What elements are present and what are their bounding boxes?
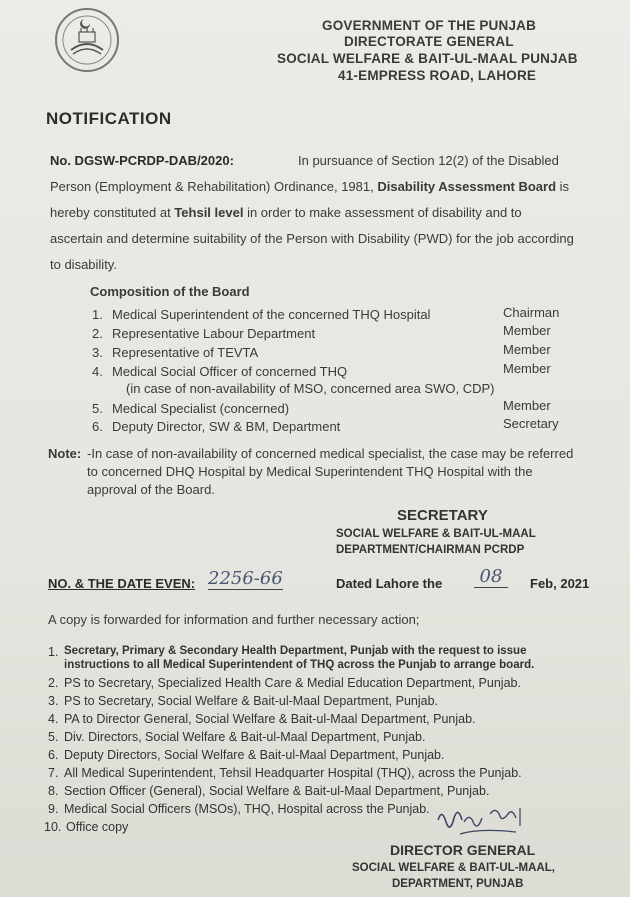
dated-label: Dated Lahore the <box>336 576 443 591</box>
page-title: NOTIFICATION <box>46 109 172 128</box>
para-line-4: ascertain and determine suitability of the Person with Disability (PWD) for the job according <box>50 231 574 246</box>
copy-item-text: PA to Director General, Social Welfare & Bait-ul-Maal Department, Punjab. <box>64 712 476 726</box>
secretary-title: SECRETARY <box>397 507 488 524</box>
copy-item-number: 7. <box>48 766 59 780</box>
note-line-2: to concerned DHQ Hospital by Medical Superintendent THQ Hospital with the <box>87 464 533 479</box>
note-line-3: approval of the Board. <box>87 482 215 497</box>
copy-item-text: Section Officer (General), Social Welfare & Bait-ul-Maal Department, Punjab. <box>64 784 490 798</box>
composition-item-role: Chairman <box>503 305 560 320</box>
copy-item-text: instructions to all Medical Superintendent of THQ across the Punjab to arrange board. <box>64 659 535 671</box>
composition-item-number: 4. <box>92 364 103 379</box>
copy-item-text: Medical Social Officers (MSOs), THQ, Hospital across the Punjab. <box>64 802 430 816</box>
handwritten-signature <box>430 800 550 846</box>
composition-item-number: 6. <box>92 419 103 434</box>
copy-item-number: 2. <box>48 676 59 690</box>
copy-item-number: 3. <box>48 694 59 708</box>
copy-item-number: 9. <box>48 802 59 816</box>
para-line-2: Person (Employment & Rehabilitation) Ordinance, 1981, Disability Assessment Board is <box>50 179 570 194</box>
composition-item-number: 1. <box>92 307 103 322</box>
date-day: 08 <box>474 566 508 588</box>
copy-item-text: Deputy Directors, Social Welfare & Bait-ul-Maal Department, Punjab. <box>64 748 445 762</box>
reference-number: No. DGSW-PCRDP-DAB/2020: <box>50 153 234 168</box>
composition-item-text: Medical Superintendent of the concerned THQ Hospital <box>112 307 431 322</box>
para-line-3: hereby constituted at Tehsil level in order to make assessment of disability and to <box>50 205 522 220</box>
composition-heading: Composition of the Board <box>90 284 250 299</box>
forward-text: A copy is forwarded for information and further necessary action; <box>48 612 420 627</box>
copy-item-text: PS to Secretary, Social Welfare & Bait-ul-Maal Department, Punjab. <box>64 694 439 708</box>
header-line-4: 41-EMPRESS ROAD, LAHORE <box>338 68 537 83</box>
para-line-5: to disability. <box>50 257 117 272</box>
composition-item-text: Deputy Director, SW & BM, Department <box>112 419 341 434</box>
copy-item-number: 5. <box>48 730 59 744</box>
copy-item-text: PS to Secretary, Specialized Health Care & Medial Education Department, Punjab. <box>64 676 521 690</box>
copy-item-text: All Medical Superintendent, Tehsil Headquarter Hospital (THQ), across the Punjab. <box>64 766 522 780</box>
date-month-year: Feb, 2021 <box>530 576 590 591</box>
copy-item-number: 6. <box>48 748 59 762</box>
composition-item-role: Member <box>503 398 551 413</box>
director-line-1: SOCIAL WELFARE & BAIT-UL-MAAL, <box>352 862 555 874</box>
composition-item-role: Member <box>503 323 551 338</box>
copy-item-number: 8. <box>48 784 59 798</box>
header-line-3: SOCIAL WELFARE & BAIT-UL-MAAL PUNJAB <box>277 51 578 66</box>
composition-item-text: Medical Social Officer of concerned THQ <box>112 364 348 379</box>
header-line-1: GOVERNMENT OF THE PUNJAB <box>322 18 537 33</box>
composition-item-text: (in case of non-availability of MSO, concerned area SWO, CDP) <box>126 381 495 396</box>
even-number-label: NO. & THE DATE EVEN: <box>48 576 196 591</box>
copy-item-number: 10. <box>44 820 62 834</box>
copy-item-number: 4. <box>48 712 59 726</box>
header-line-2: DIRECTORATE GENERAL <box>344 34 514 49</box>
copy-item-number: 1. <box>48 645 59 659</box>
director-title: DIRECTOR GENERAL <box>390 842 536 858</box>
secretary-line-2: DEPARTMENT/CHAIRMAN PCRDP <box>336 544 525 556</box>
composition-item-text: Representative of TEVTA <box>112 345 259 360</box>
copy-item-text: Office copy <box>66 820 129 834</box>
even-number-value: 2256-66 <box>208 568 283 589</box>
secretary-line-1: SOCIAL WELFARE & BAIT-UL-MAAL <box>336 528 536 540</box>
para-line-1: In pursuance of Section 12(2) of the Disabled <box>298 153 559 168</box>
note-label: Note: <box>48 446 82 461</box>
composition-item-role: Secretary <box>503 416 559 431</box>
punjab-government-seal <box>55 8 119 72</box>
composition-item-number: 3. <box>92 345 103 360</box>
note-line-1: -In case of non-availability of concerned medical specialist, the case may be referred <box>87 446 574 461</box>
composition-item-number: 5. <box>92 401 103 416</box>
copy-item-text: Secretary, Primary & Secondary Health Department, Punjab with the request to issue <box>64 645 527 657</box>
copy-item-text: Div. Directors, Social Welfare & Bait-ul-Maal Department, Punjab. <box>64 730 426 744</box>
director-line-2: DEPARTMENT, PUNJAB <box>392 878 524 890</box>
seal-emblem-icon <box>57 10 117 70</box>
composition-item-number: 2. <box>92 326 103 341</box>
composition-item-text: Representative Labour Department <box>112 326 316 341</box>
composition-item-role: Member <box>503 342 551 357</box>
composition-item-text: Medical Specialist (concerned) <box>112 401 290 416</box>
composition-item-role: Member <box>503 361 551 376</box>
